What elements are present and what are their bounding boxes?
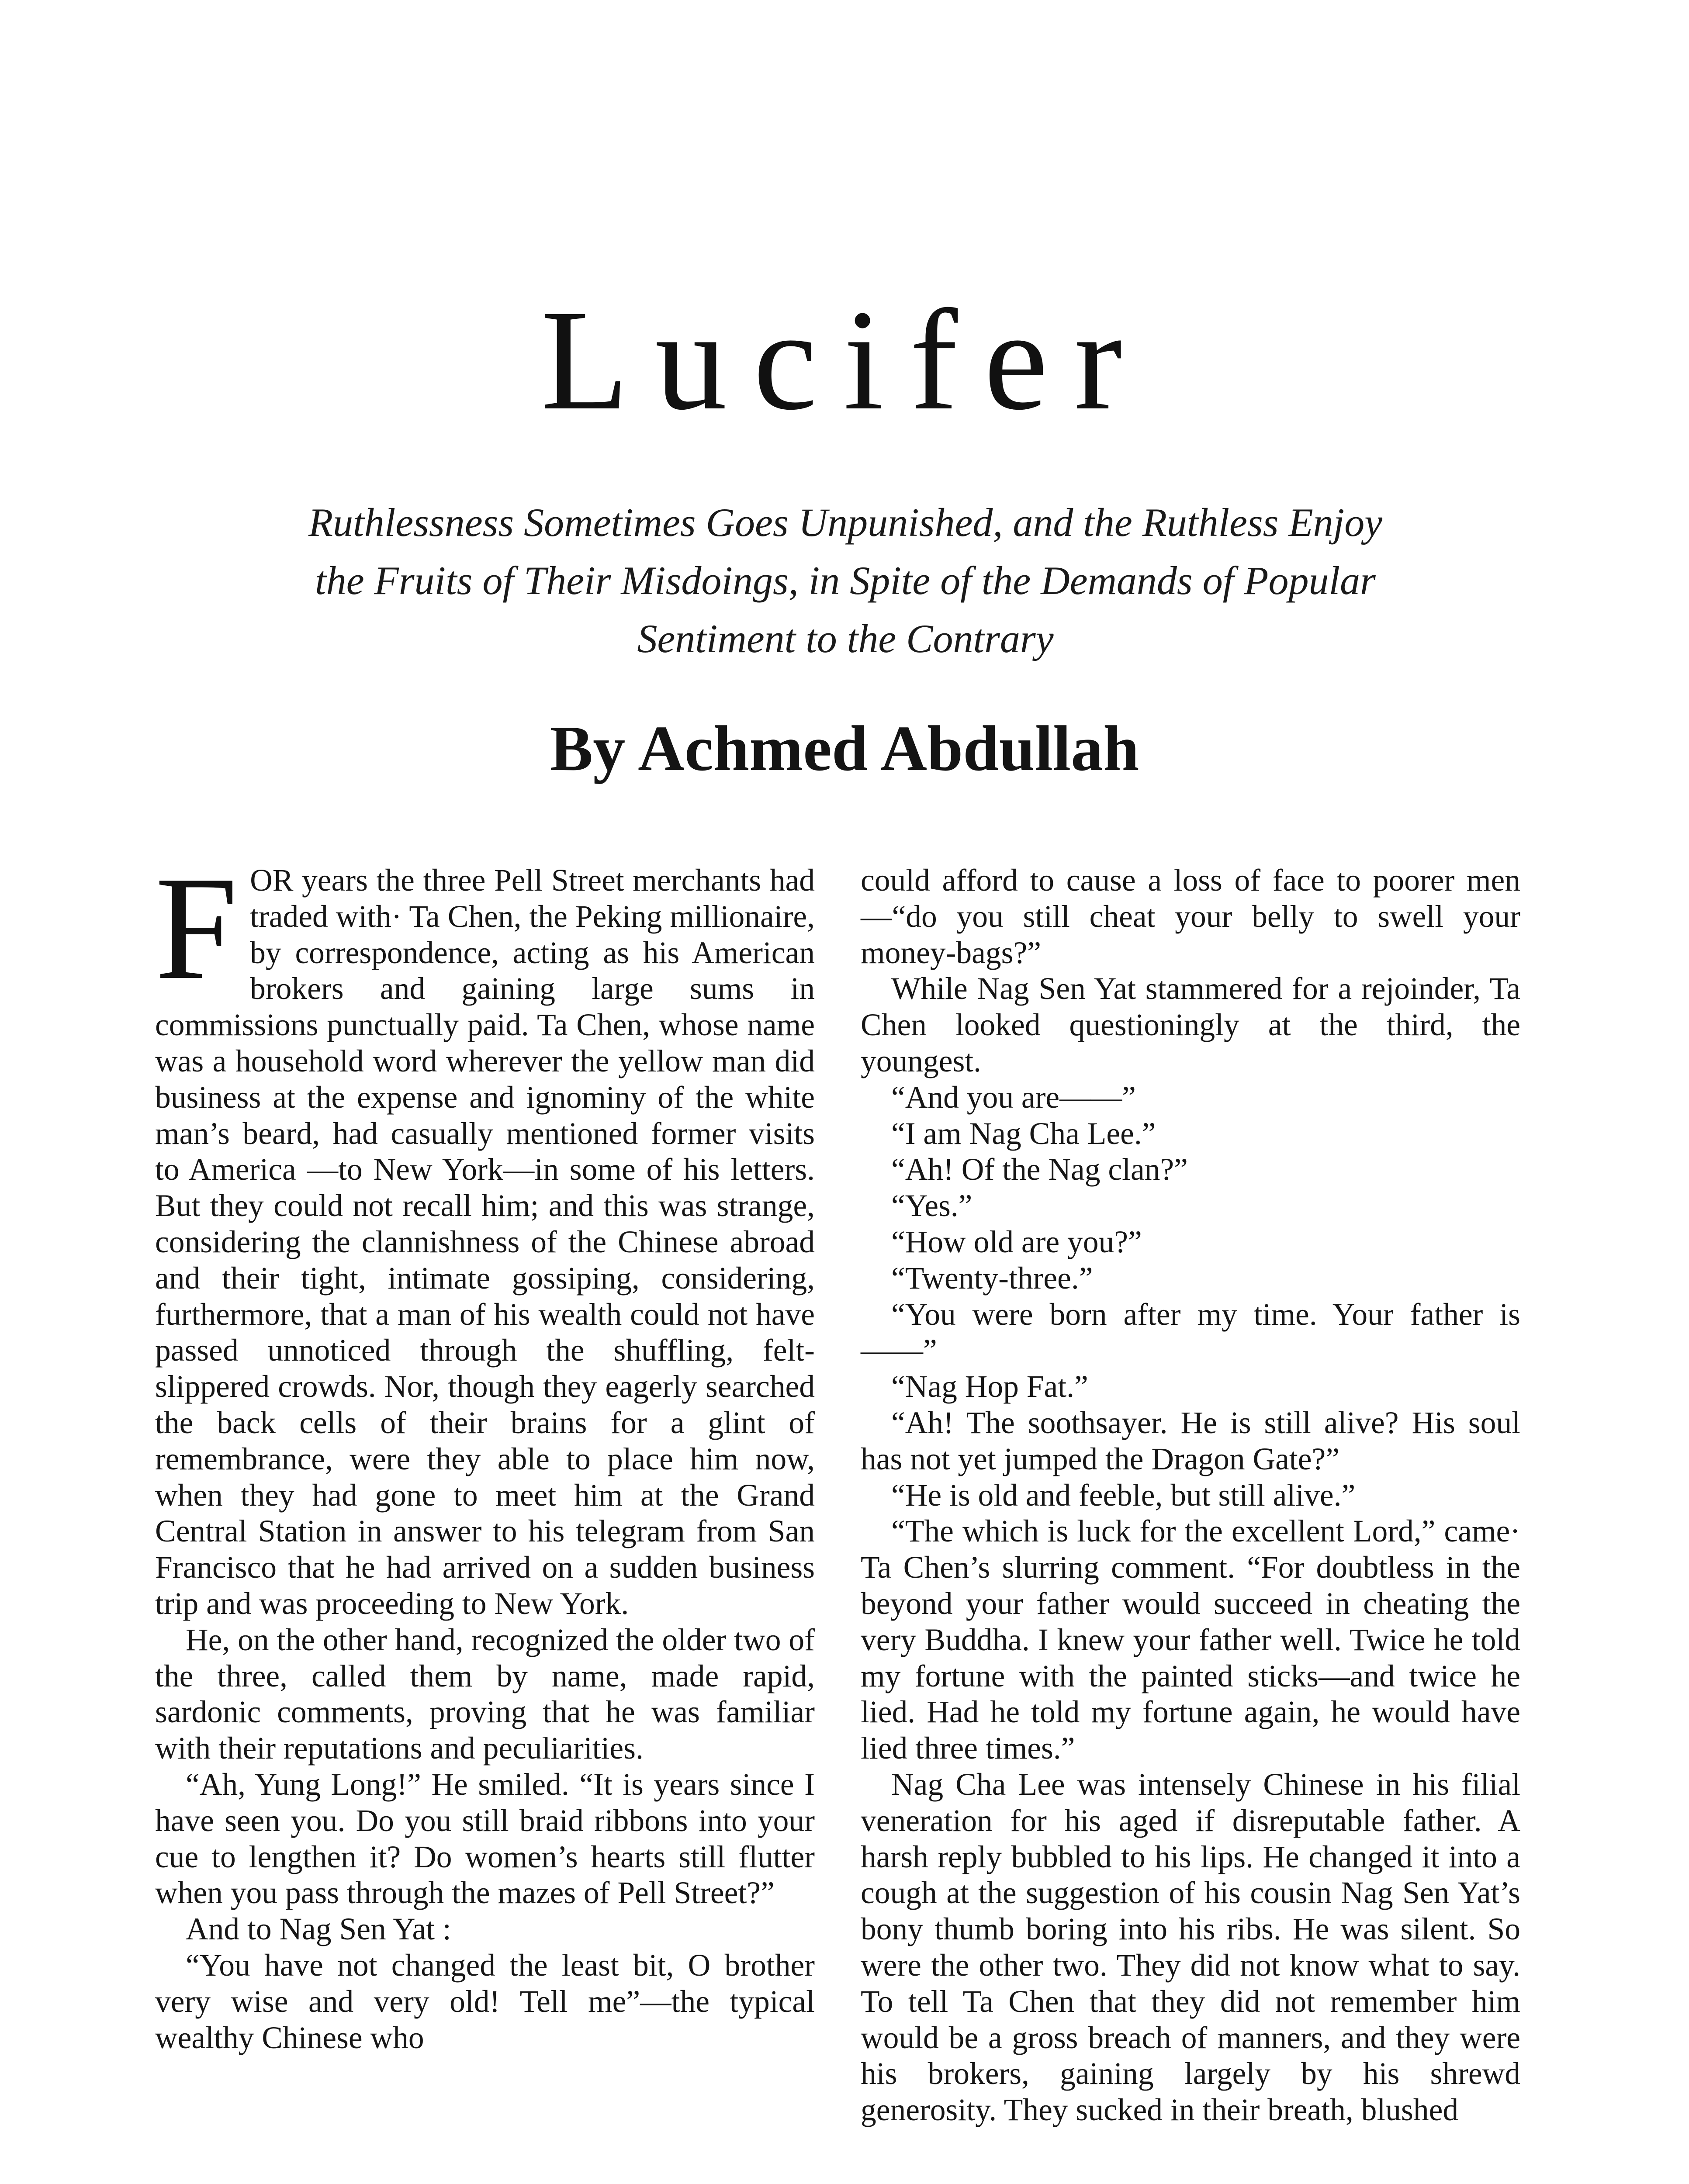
paragraph: “Yes.” xyxy=(891,1189,973,1223)
paragraph: “He is old and feeble, but still alive.” xyxy=(891,1478,1356,1513)
paragraph: “I am Nag Cha Lee.” xyxy=(891,1116,1156,1151)
drop-cap: F xyxy=(155,846,238,1010)
paragraph: “Twenty-three.” xyxy=(891,1261,1093,1296)
paragraph: “You have not changed the least bit, O brother very wise and very old! Tell me”—the typical wealthy Chinese who xyxy=(155,1948,815,2055)
paragraph: Nag Cha Lee was intensely Chinese in his filial veneration for his aged if disreputable father. A harsh reply bubbled to his lips. He changed it into a cough at the suggestion of his cousin Nag Sen Yat’s bony thumb boring into his ribs. He was silent. So were the other two. They did not know what to say. To tell Ta Chen that they did not remember him would be a gross breach of manners, and they were his brokers, gaining largely by his shrewd generosity. They sucked in their breath, blushed xyxy=(861,1767,1520,2128)
paragraph: And to Nag Sen Yat : xyxy=(186,1912,451,1947)
opening-paragraph xyxy=(155,846,815,1622)
opening-caps: OR xyxy=(250,863,294,898)
paragraph: “Ah! The soothsayer. He is still alive? His soul has not yet jumped the Dragon Gate?” xyxy=(861,1405,1520,1476)
paragraph: “How old are you?” xyxy=(891,1224,1142,1259)
left-column xyxy=(155,846,815,2056)
article-subtitle: Ruthlessness Sometimes Goes Unpunished, and the Ruthless Enjoy the Fruits of Their Misdoings, in Spite of the Demands of Popular Sentiment to the Contrary xyxy=(308,500,1383,661)
right-column xyxy=(861,863,1520,2129)
paragraph: “The which is luck for the excellent Lord,” came· Ta Chen’s slurring comment. “For doubtless in the beyond your father would succeed in cheating the very Buddha. I knew your father well. Twice he told my fortune with the painted sticks—and twice he lied. Had he told my fortune again, he would have lied three times.” xyxy=(861,1514,1520,1766)
paragraph: While Nag Sen Yat stammered for a rejoinder, Ta Chen looked questioningly at the third, the youngest. xyxy=(861,971,1520,1078)
opening-text: years the three Pell Street merchants had traded with· Ta Chen, the Peking millionaire, by correspondence, acting as his American brokers and gaining large sums in commissions punctually paid. Ta Chen, whose name was a household word wherever the yellow man did business at the expense and ignominy of the white man’s beard, had casually mentioned former visits to America —to New York—in some of his letters. But they could not recall him; and this was strange, considering the clannishness of the Chinese abroad and their tight, intimate gossiping, considering, furthermore, that a man of his wealth could not have passed unnoticed through the shuffling, felt-slippered crowds. Nor, though they eagerly searched the back cells of their brains for a glint of remembrance, were they able to place him now, when they had gone to meet him at the Grand Central Station in answer to his telegram from San Francisco that he had arrived on a sudden business trip and was proceeding to New York. xyxy=(155,863,815,1621)
paragraph: “You were born after my time. Your father is——” xyxy=(861,1297,1520,1368)
paragraph: “Ah, Yung Long!” He smiled. “It is years since I have seen you. Do you still braid ribbons into your cue to lengthen it? Do women’s hearts still flutter when you pass through the mazes of Pell Street?” xyxy=(155,1767,815,1911)
paragraph: “And you are——” xyxy=(891,1080,1136,1115)
paragraph: He, on the other hand, recognized the older two of the three, called them by name, made rapid, sardonic comments, proving that he was familiar with their reputations and peculiarities. xyxy=(155,1622,815,1766)
paragraph: “Ah! Of the Nag clan?” xyxy=(891,1152,1188,1187)
continued-paragraph: could afford to cause a loss of face to poorer men—“do you still cheat your belly to swell your money-bags?” xyxy=(861,863,1520,970)
article-title: Lucifer xyxy=(540,280,1149,440)
paragraph: “Nag Hop Fat.” xyxy=(891,1369,1088,1404)
byline: By Achmed Abdullah xyxy=(550,713,1139,784)
